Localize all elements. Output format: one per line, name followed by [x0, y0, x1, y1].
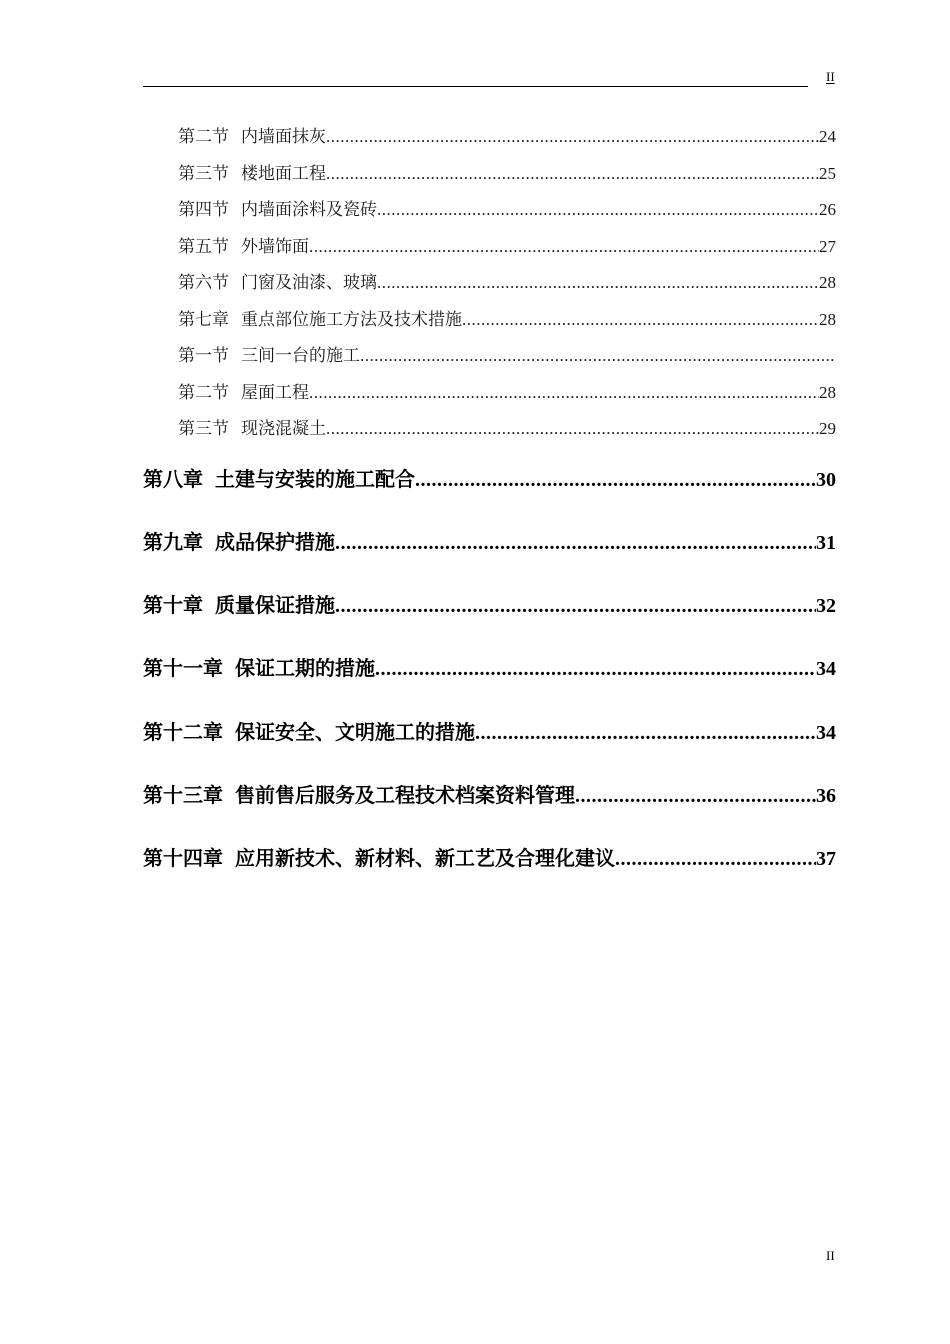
toc-entry-title: 现浇混凝土	[241, 419, 326, 439]
toc-chapter-page: 34	[816, 658, 836, 680]
header-rule	[143, 86, 808, 87]
toc-dot-leader	[475, 720, 816, 746]
toc-entry[interactable]	[178, 236, 836, 258]
toc-entry-number: 第六节	[178, 273, 229, 293]
toc-chapter-number: 第八章	[143, 467, 203, 491]
toc-chapter-title: 质量保证措施	[215, 593, 335, 617]
toc-dot-leader	[575, 783, 816, 809]
toc-entry-number: 第一节	[178, 346, 229, 366]
toc-entry-number: 第五节	[178, 237, 229, 257]
toc-entry-number: 第四节	[178, 200, 229, 220]
toc-chapter-title: 保证工期的措施	[235, 656, 375, 680]
toc-chapter-page: 34	[816, 722, 836, 744]
toc-entry-page: 28	[819, 310, 836, 329]
toc-entry[interactable]	[178, 382, 836, 404]
toc-chapter-number: 第十二章	[143, 720, 223, 744]
toc-entry-title: 内墙面涂料及瓷砖	[241, 200, 377, 220]
toc-chapter-number: 第十四章	[143, 846, 223, 870]
toc-dot-leader	[326, 126, 819, 148]
toc-chapter-entry[interactable]	[143, 845, 836, 872]
toc-entry-title: 屋面工程	[241, 383, 309, 403]
toc-entry-page: 26	[819, 200, 836, 219]
toc-dot-leader	[462, 309, 819, 331]
toc-chapter-title: 成品保护措施	[215, 530, 335, 554]
toc-dot-leader	[335, 530, 816, 556]
toc-chapter-page: 31	[816, 532, 836, 554]
toc-chapter-entry[interactable]	[143, 655, 836, 682]
toc-entry[interactable]	[178, 345, 836, 367]
toc-entry-title: 门窗及油漆、玻璃	[241, 273, 377, 293]
toc-chapter-number: 第九章	[143, 530, 203, 554]
toc-dot-leader	[326, 163, 819, 185]
toc-chapter-page: 30	[816, 469, 836, 491]
toc-chapter-title: 售前售后服务及工程技术档案资料管理	[235, 783, 575, 807]
toc-entry[interactable]	[178, 126, 836, 148]
toc-entry-title: 三间一台的施工	[241, 346, 360, 366]
toc-entry[interactable]	[178, 309, 836, 331]
toc-entry-title: 重点部位施工方法及技术措施	[241, 310, 462, 330]
toc-entry-page: 27	[819, 237, 836, 256]
toc-entry-number: 第三节	[178, 419, 229, 439]
toc-dot-leader	[360, 345, 836, 367]
toc-dot-leader	[415, 467, 816, 493]
toc-chapter-number: 第十章	[143, 593, 203, 617]
toc-entry-number: 第二节	[178, 127, 229, 147]
toc-dot-leader	[309, 236, 819, 258]
toc-entry-title: 外墙饰面	[241, 237, 309, 257]
toc-chapter-entry[interactable]	[143, 782, 836, 809]
toc-entry-page: 24	[819, 127, 836, 146]
toc-entry[interactable]	[178, 272, 836, 294]
toc-dot-leader	[615, 846, 816, 872]
toc-chapter-title: 土建与安装的施工配合	[215, 467, 415, 491]
toc-dot-leader	[309, 382, 819, 404]
toc-dot-leader	[335, 593, 816, 619]
footer-page-number: II	[826, 1248, 835, 1263]
toc-chapter-number: 第十一章	[143, 656, 223, 680]
toc-entry-page: 28	[819, 383, 836, 402]
toc-entry-number: 第七章	[178, 310, 229, 330]
toc-entry-title: 楼地面工程	[241, 164, 326, 184]
toc-chapter-page: 32	[816, 595, 836, 617]
toc-chapter-entry[interactable]	[143, 529, 836, 556]
toc-entry-page: 25	[819, 164, 836, 183]
toc-entry-page: 29	[819, 419, 836, 438]
toc-dot-leader	[377, 272, 819, 294]
toc-entry[interactable]	[178, 418, 836, 440]
toc-chapter-page: 36	[816, 785, 836, 807]
toc-chapter-entry[interactable]	[143, 592, 836, 619]
toc-chapter-title: 应用新技术、新材料、新工艺及合理化建议	[235, 846, 615, 870]
toc-entry-page: 28	[819, 273, 836, 292]
toc-entry-number: 第二节	[178, 383, 229, 403]
toc-entry[interactable]	[178, 199, 836, 221]
toc-chapter-entry[interactable]	[143, 719, 836, 746]
toc-chapter-page: 37	[816, 848, 836, 870]
toc-chapter-entry[interactable]	[143, 466, 836, 493]
toc-dot-leader	[326, 418, 819, 440]
toc-entry-number: 第三节	[178, 164, 229, 184]
toc-entry-title: 内墙面抹灰	[241, 127, 326, 147]
header-page-number: II	[826, 69, 835, 84]
toc-dot-leader	[375, 656, 816, 682]
toc-chapter-title: 保证安全、文明施工的措施	[235, 720, 475, 744]
toc-chapter-number: 第十三章	[143, 783, 223, 807]
toc-entry[interactable]	[178, 163, 836, 185]
toc-dot-leader	[377, 199, 819, 221]
